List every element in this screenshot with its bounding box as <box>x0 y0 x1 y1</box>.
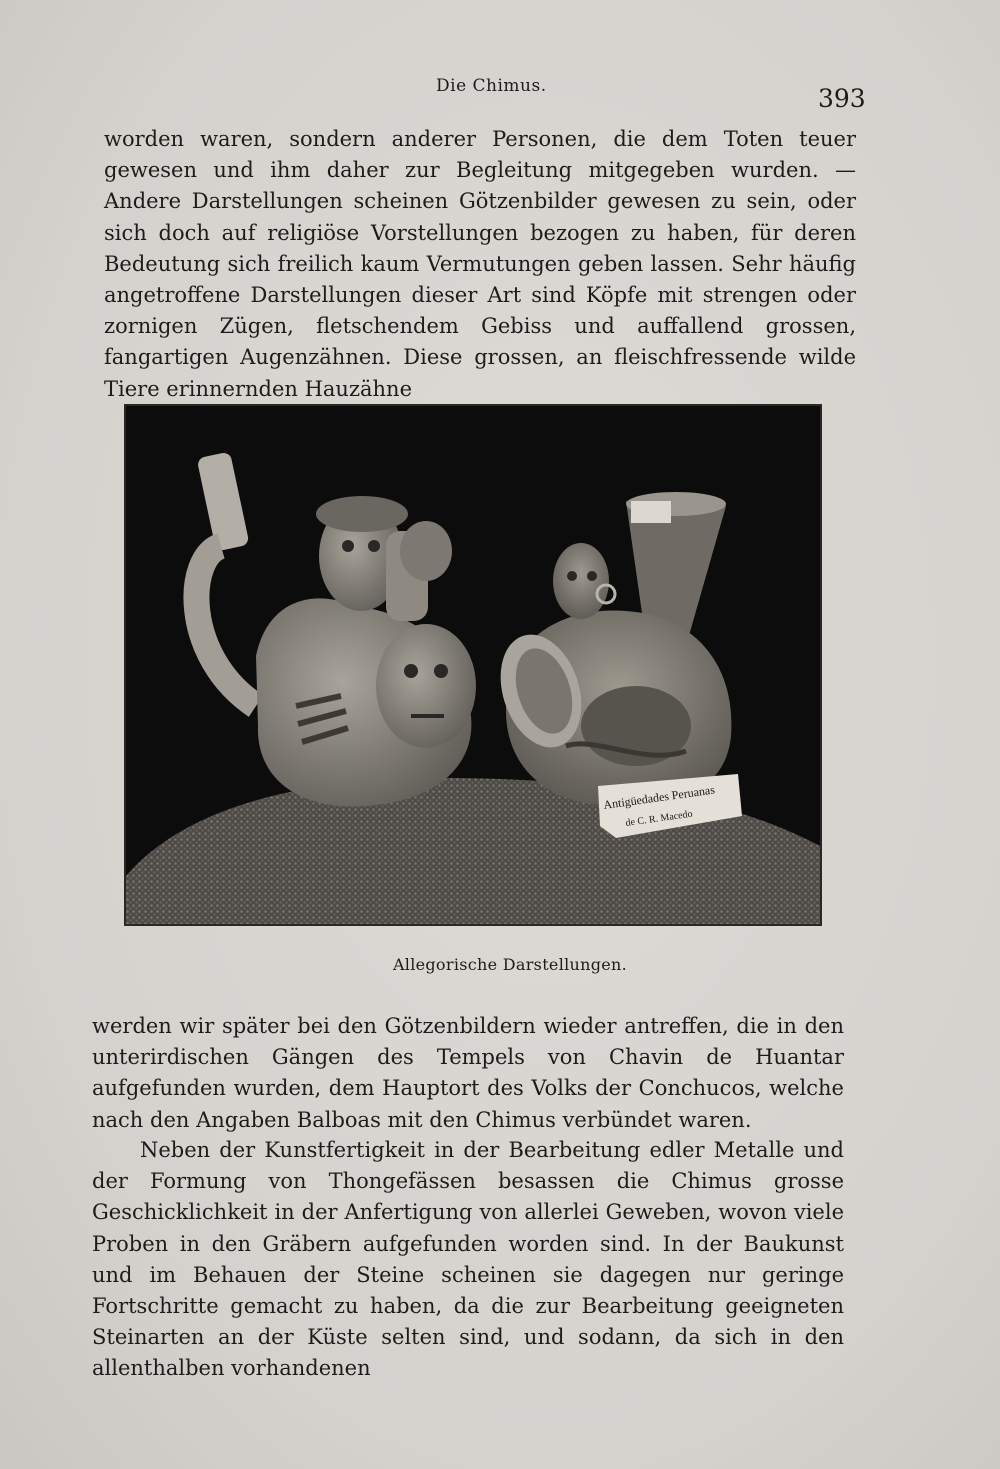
label-line-2: de C. R. Macedo <box>624 808 694 829</box>
photo-figure <box>124 404 822 926</box>
running-title: Die Chimus. <box>436 76 547 96</box>
label-line-1: Antigüedades Peruanas <box>602 782 716 812</box>
paragraph-middle: werden wir später bei den Götzenbildern wieder antreffen, die in den unterirdischen Gängen des Tempels von Chavin de Huantar aufgefunden wurden, dem Hauptort des Volks der Conchucos, welche nach den Angaben Balboas mit den Chimus verbündet waren. <box>92 1014 844 1132</box>
caption-text: Allegorische Darstellungen. <box>392 955 628 974</box>
pottery-photo <box>126 406 820 924</box>
paragraph-bottom: Neben der Kunstfertigkeit in der Bearbeitung edler Metalle und der Formung von Thongefässen besassen die Chimus grosse Geschicklichkeit in der Anfertigung von allerlei Geweben, wovon viele Proben in den Gräbern aufgefunden worden sind. In der Baukunst und im Behauen der Steine scheinen sie dagegen nur geringe Fortschritte gemacht zu haben, da die zur Bearbeitung geeigneten Steinarten an der Küste selten sind, und sodann, da sich in den allenthalben vorhandenen <box>92 1138 844 1381</box>
paragraph-top: worden waren, sondern anderer Personen, die dem Toten teuer gewesen und ihm daher zur Begleitung mitgegeben wurden. — Andere Darstellungen scheinen Götzenbilder gewesen zu sein, oder sich doch auf religiöse Vorstellungen bezogen zu haben, für deren Bedeutung sich freilich kaum Vermutungen geben lassen. Sehr häufig angetroffene Darstellungen dieser Art sind Köpfe mit strengen oder zornigen Zügen, fletschendem Gebiss und auffallend grossen, fangartigen Augenzähnen. Diese grossen, an fleischfressende wilde Tiere erinnernden Hauzähne <box>104 127 856 401</box>
figure-caption <box>0 955 1000 974</box>
page-number: 393 <box>818 84 866 113</box>
